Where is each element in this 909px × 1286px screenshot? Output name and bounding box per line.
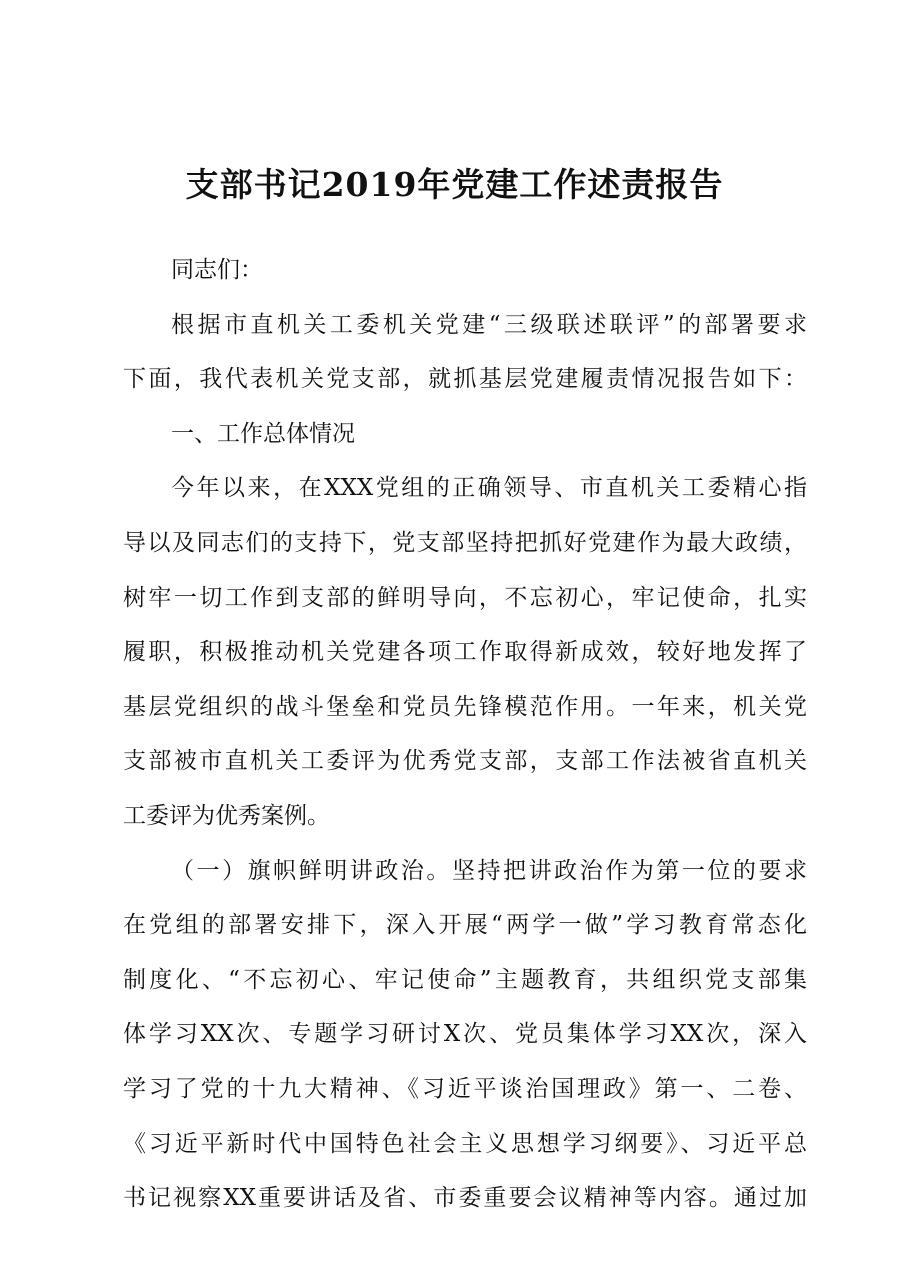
paragraph-line: 学习了党的十九大精神、《习近平谈治国理政》第一、二卷、 [123, 1075, 807, 1102]
document-title: 支部书记2019年党建工作述责报告 [185, 165, 724, 204]
paragraph-line: 制度化、“不忘初心、牢记使命”主题教育，共组织党支部集 [123, 966, 807, 993]
paragraph-line: 《习近平新时代中国特色社会主义思想学习纲要》、习近平总 [123, 1130, 807, 1157]
paragraph-line: 今年以来，在XXX党组的正确领导、市直机关工委精心指 [171, 475, 807, 502]
paragraph-line: 履职，积极推动机关党建各项工作取得新成效，较好地发挥了 [123, 639, 807, 666]
paragraph-line: 根据市直机关工委机关党建“三级联述联评”的部署要求 [171, 311, 807, 338]
paragraph-line: 工委评为优秀案例。 [123, 802, 330, 829]
paragraph-line: 下面，我代表机关党支部，就抓基层党建履责情况报告如下： [123, 366, 807, 393]
document-body [123, 243, 807, 1226]
paragraph-line: 书记视察XX重要讲话及省、市委重要会议精神等内容。通过加 [123, 1185, 807, 1212]
paragraph-line: 体学习XX次、专题学习研讨X次、党员集体学习XX次，深入 [123, 1021, 807, 1048]
section-heading: 一、工作总体情况 [171, 420, 355, 447]
paragraph-line: 树牢一切工作到支部的鲜明导向，不忘初心，牢记使命，扎实 [123, 584, 807, 611]
paragraph-line: （一）旗帜鲜明讲政治。坚持把讲政治作为第一位的要求 [171, 857, 807, 884]
paragraph-line: 导以及同志们的支持下，党支部坚持把抓好党建作为最大政绩， [123, 529, 807, 556]
paragraph-line: 基层党组织的战斗堡垒和党员先锋模范作用。一年来，机关党 [123, 693, 807, 720]
salutation: 同志们： [171, 257, 263, 283]
paragraph-line: 在党组的部署安排下，深入开展“两学一做”学习教育常态化 [123, 912, 807, 939]
paragraph-line: 支部被市直机关工委评为优秀党支部，支部工作法被省直机关 [123, 748, 807, 775]
